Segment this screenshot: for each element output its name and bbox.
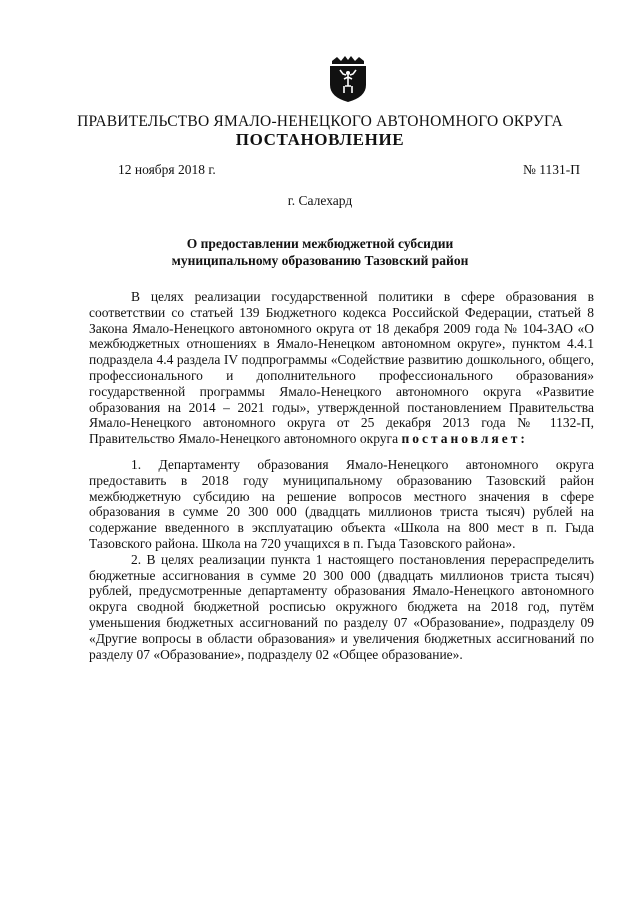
document-type: ПОСТАНОВЛЕНИЕ: [235, 130, 405, 149]
preamble-paragraph: [89, 289, 594, 447]
document-date: 12 ноября 2018 г.: [118, 162, 216, 177]
document-body: [89, 289, 594, 672]
organization-name: ПРАВИТЕЛЬСТВО ЯМАЛО-НЕНЕЦКОГО АВТОНОМНОГО ОКРУГА: [77, 113, 563, 130]
item-2: 2. В целях реализации пункта 1 настоящего постановления перераспределить бюджетные ассигнования в сумме 20 300 000 (двадцать миллионов триста тысяч) рублей, предусмотренные департаменту образования Ямало-Ненецкого автономного округа сводной бюджетной росписью окружного бюджета на 2018 год, путём уменьшения бюджетных ассигнований по разделу 07 «Образование», подразделу 09 «Другие вопросы в области образования» и увеличения бюджетных ассигнований по разделу 07 «Образование», подразделу 02 «Общее образование».: [89, 551, 594, 662]
preamble-text: В целях реализации государственной политики в сфере образования в соответствии со статьей 139 Бюджетного кодекса Российской Федерации, статьей 8 Закона Ямало-Ненецкого автономного округа от 18 декабря 2009 года № 104-ЗАО «О межбюджетных отношениях в Ямало-Ненецком автономном округе», пунктом 4.4.1 подраздела 4.4 раздела IV подпрограммы «Содействие развитию дошкольного, общего, профессионального и дополнительного профессионального образования» государственной программы Ямало-Ненецкого автономного округа «Развитие образования на 2014 – 2021 годы», утвержденной постановлением Правительства Ямало-Ненецкого автономного округа от 25 декабря 2013 года № 1132-П, Правительство Ямало-Ненецкого автономного округа: [89, 289, 594, 447]
title-line-1: О предоставлении межбюджетной субсидии: [186, 236, 454, 251]
item-1: 1. Департаменту образования Ямало-Ненецкого автономного округа предоставить в 2018 году муниципальному образованию Тазовский район межбюджетную субсидию на решение вопросов местного значения в сфере образования в сумме 20 300 000 (двадцать миллионов триста тысяч) рублей на содержание введенного в эксплуатацию объекта «Школа на 800 мест в п. Гыда Тазовского района. Школа на 720 учащихся в п. Гыда Тазовского района».: [89, 456, 594, 551]
document-place: г. Салехард: [287, 193, 353, 208]
yamal-coat-of-arms-icon: [326, 55, 370, 103]
resolves-word: постановляет:: [401, 431, 528, 447]
title-line-2: муниципальному образованию Тазовский район: [171, 253, 469, 268]
document-number: № 1131-П: [523, 162, 580, 177]
document-title: [0, 235, 640, 269]
